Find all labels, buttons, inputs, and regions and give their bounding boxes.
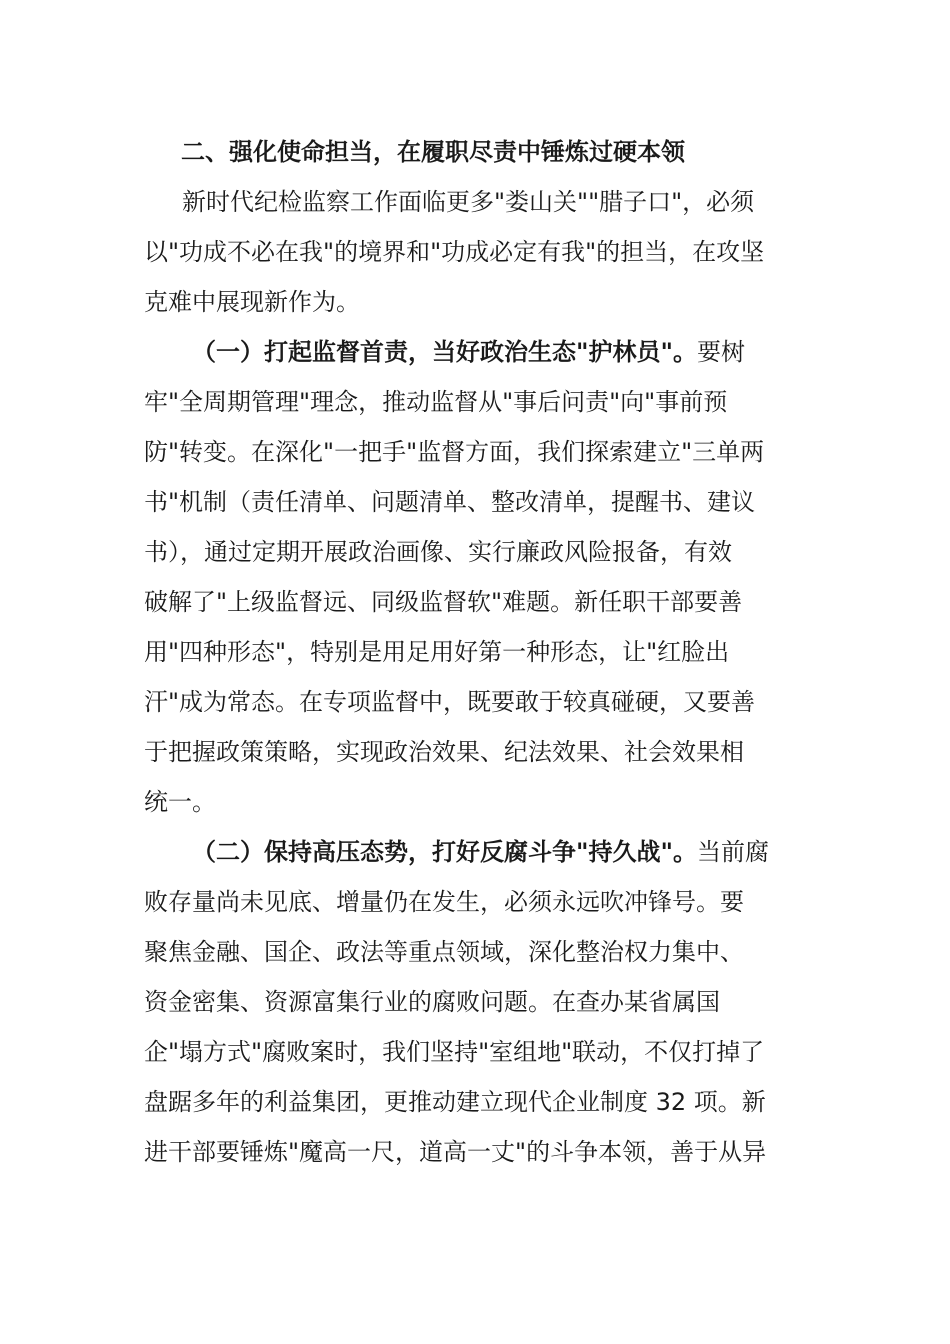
point-1-line: 书"机制（责任清单、问题清单、整改清单，提醒书、建议: [144, 488, 756, 516]
point-1-first-line: [144, 327, 806, 377]
intro-line: 以"功成不必在我"的境界和"功成必定有我"的担当，在攻坚: [144, 238, 765, 266]
point-1-paragraph: [144, 327, 806, 827]
point-1-line: 统一。: [144, 788, 216, 816]
point-2-first-line-rest: 当前腐: [697, 838, 770, 866]
intro-line: 新时代纪检监察工作面临更多"娄山关""腊子口"，必须: [182, 188, 755, 216]
point-1-line: 牢"全周期管理"理念，推动监督从"事后问责"向"事前预: [144, 388, 728, 416]
point-1-line: 防"转变。在深化"一把手"监督方面，我们探索建立"三单两: [144, 438, 765, 466]
point-1-line: 破解了"上级监督远、同级监督软"难题。新任职干部要善: [144, 588, 743, 616]
point-2-line: 盘踞多年的利益集团，更推动建立现代企业制度 32 项。新: [144, 1088, 766, 1116]
point-2-line: 资金密集、资源富集行业的腐败问题。在查办某省属国: [144, 988, 720, 1016]
point-2-lead: （二）保持高压态势，打好反腐斗争"持久战"。: [192, 838, 698, 866]
point-1-line: 用"四种形态"，特别是用足用好第一种形态，让"红脸出: [144, 638, 730, 666]
intro-paragraph: [144, 177, 806, 327]
point-1-line: 于把握政策策略，实现政治效果、纪法效果、社会效果相: [144, 738, 744, 766]
point-1-lead: （一）打起监督首责，当好政治生态"护林员"。: [192, 338, 698, 366]
document-body: [144, 127, 806, 1177]
point-2-first-line: [144, 827, 806, 877]
point-2-line: 进干部要锤炼"魔高一尺，道高一丈"的斗争本领，善于从异: [144, 1138, 767, 1166]
point-1-line: 书），通过定期开展政治画像、实行廉政风险报备，有效: [144, 538, 732, 566]
point-2-paragraph: [144, 827, 806, 1177]
point-1-line: 汗"成为常态。在专项监督中，既要敢于较真碰硬，又要善: [144, 688, 756, 716]
intro-line: 克难中展现新作为。: [144, 288, 360, 316]
section-heading: 二、强化使命担当，在履职尽责中锤炼过硬本领: [181, 138, 685, 166]
point-1-first-line-rest: 要树: [697, 338, 746, 366]
point-2-line: 败存量尚未见底、增量仍在发生，必须永远吹冲锋号。要: [144, 888, 744, 916]
point-2-line: 聚焦金融、国企、政法等重点领域，深化整治权力集中、: [144, 938, 744, 966]
point-2-line: 企"塌方式"腐败案时，我们坚持"室组地"联动，不仅打掉了: [144, 1038, 765, 1066]
